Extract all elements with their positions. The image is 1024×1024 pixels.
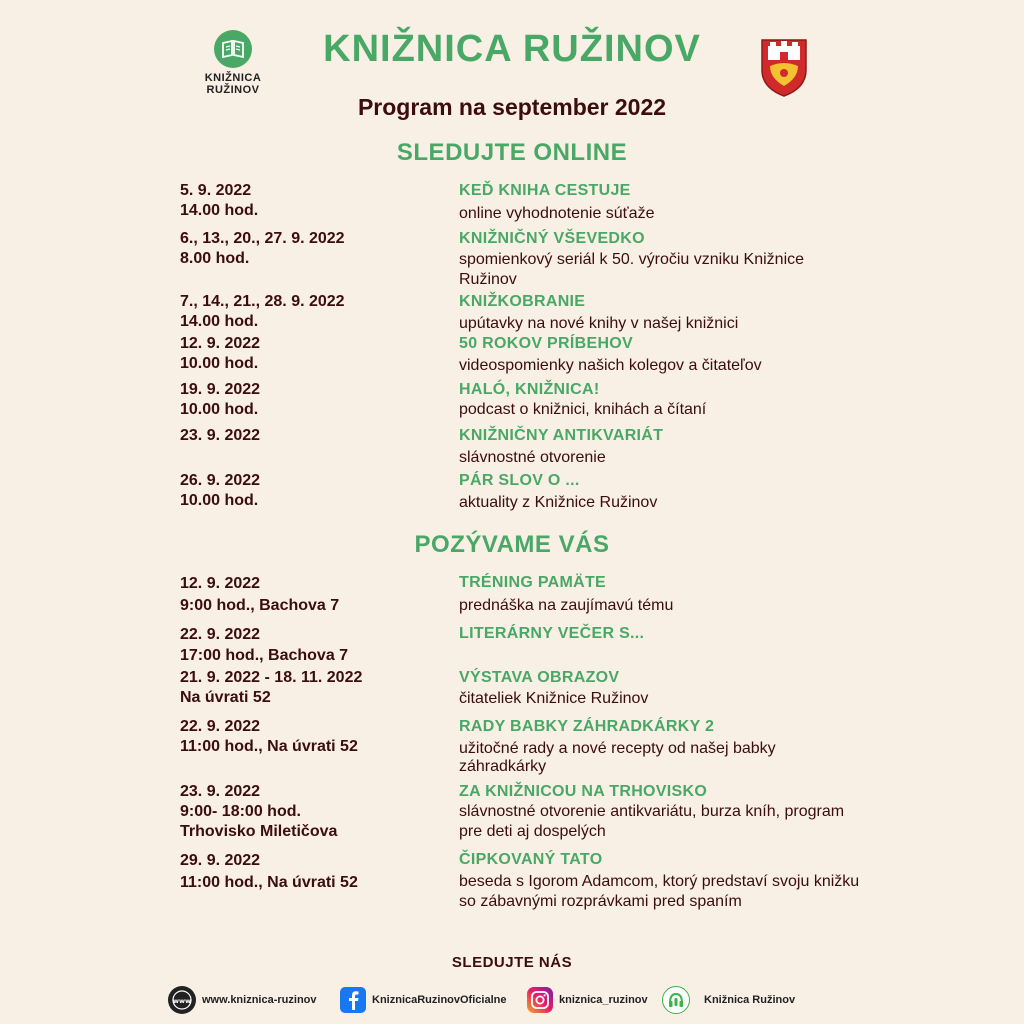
coat-of-arms-icon [760,38,808,98]
social-link-facebook[interactable] [340,985,506,1015]
event-title: ČIPKOVANÝ TATO [459,851,603,868]
event-description: slávnostné otvorenie [459,449,606,466]
event-title: TRÉNING PAMÄTE [459,574,607,591]
event-title: LITERÁRNY VEČER S... [459,625,645,642]
event-date: 12. 9. 2022 10.00 hod. [180,335,261,372]
event-title: PÁR SLOV O ... [459,472,580,489]
event-date: 19. 9. 2022 10.00 hod. [180,381,261,418]
event-title: KNIŽNIČNÝ VŠEVEDKO [459,230,645,247]
social-label: KniznicaRuzinovOficialne [372,994,507,1006]
event-description: podcast o knižnici, knihách a čítaní [459,401,707,418]
event-title: KNIŽKOBRANIE [459,293,586,310]
page-subtitle: Program na september 2022 [357,94,667,120]
event-description: beseda s Igorom Adamcom, ktorý predstaví svoju knižku so zábavnými rozprávkami pred spaním [459,873,860,910]
page-title: KNIŽNICA RUŽINOV [323,28,701,70]
event-description: spomienkový seriál k 50. výročiu vzniku Knižnice Ružinov [459,251,805,288]
event-description: prednáška na zaujímavú tému [459,597,674,614]
event-date: 23. 9. 2022 9:00- 18:00 hod. Trhovisko Miletičova [180,783,338,840]
event-title: KNIŽNIČNY ANTIKVARIÁT [459,427,664,444]
event-date: 7., 14., 21., 28. 9. 2022 14.00 hod. [180,293,345,330]
event-description: videospomienky našich kolegov a čitateľov [459,357,762,374]
event-title: 50 ROKOV PRÍBEHOV [459,335,634,352]
event-description: čitateliek Knižnice Ružinov [459,690,649,707]
social-label: kniznica_ruzinov [559,994,648,1006]
event-description: upútavky na nové knihy v našej knižnici [459,315,739,332]
section-title-invite: POZÝVAME VÁS [414,531,610,558]
follow-us-title: SLEDUJTE NÁS [451,954,573,971]
instagram-icon [527,987,553,1013]
www-icon [168,986,196,1014]
event-title: RADY BABKY ZÁHRADKÁRKY 2 [459,718,715,735]
social-label: www.kniznica-ruzinov [202,994,317,1006]
social-link-podcast[interactable] [662,985,795,1015]
event-date: 6., 13., 20., 27. 9. 2022 8.00 hod. [180,230,345,267]
logo-line-1: KNIŽNICA [204,72,262,84]
event-title: VÝSTAVA OBRAZOV [459,669,620,686]
section-title-online: SLEDUJTE ONLINE [396,139,628,166]
event-description: slávnostné otvorenie antikvariátu, burza kníh, program pre deti aj dospelých [459,803,845,840]
event-title: ZA KNIŽNICOU NA TRHOVISKO [459,783,708,800]
social-link-www[interactable] [168,985,317,1015]
social-link-instagram[interactable] [527,985,648,1015]
event-description: aktuality z Knižnice Ružinov [459,494,658,511]
event-date: 22. 9. 2022 17:00 hod., Bachova 7 [180,626,349,664]
event-description: užitočné rady a nové recepty od našej babky záhradkárky [459,740,776,775]
event-date: 26. 9. 2022 10.00 hod. [180,472,261,509]
event-date: 22. 9. 2022 11:00 hod., Na úvrati 52 [180,718,358,755]
event-title: KEĎ KNIHA CESTUJE [459,182,631,199]
logo-line-2: RUŽINOV [206,84,260,96]
event-date: 5. 9. 2022 14.00 hod. [180,182,259,219]
event-description: online vyhodnotenie súťaže [459,205,655,222]
event-date: 12. 9. 2022 9:00 hod., Bachova 7 [180,575,340,614]
event-date: 29. 9. 2022 11:00 hod., Na úvrati 52 [180,852,358,891]
facebook-icon [340,987,366,1013]
svg-text:www: www [172,997,192,1005]
event-date: 23. 9. 2022 [180,427,261,444]
podcast-icon [662,986,690,1014]
event-date: 21. 9. 2022 - 18. 11. 2022 Na úvrati 52 [180,669,363,706]
social-label: Knižnica Ružinov [704,994,796,1006]
event-title: HALÓ, KNIŽNICA! [459,381,600,398]
